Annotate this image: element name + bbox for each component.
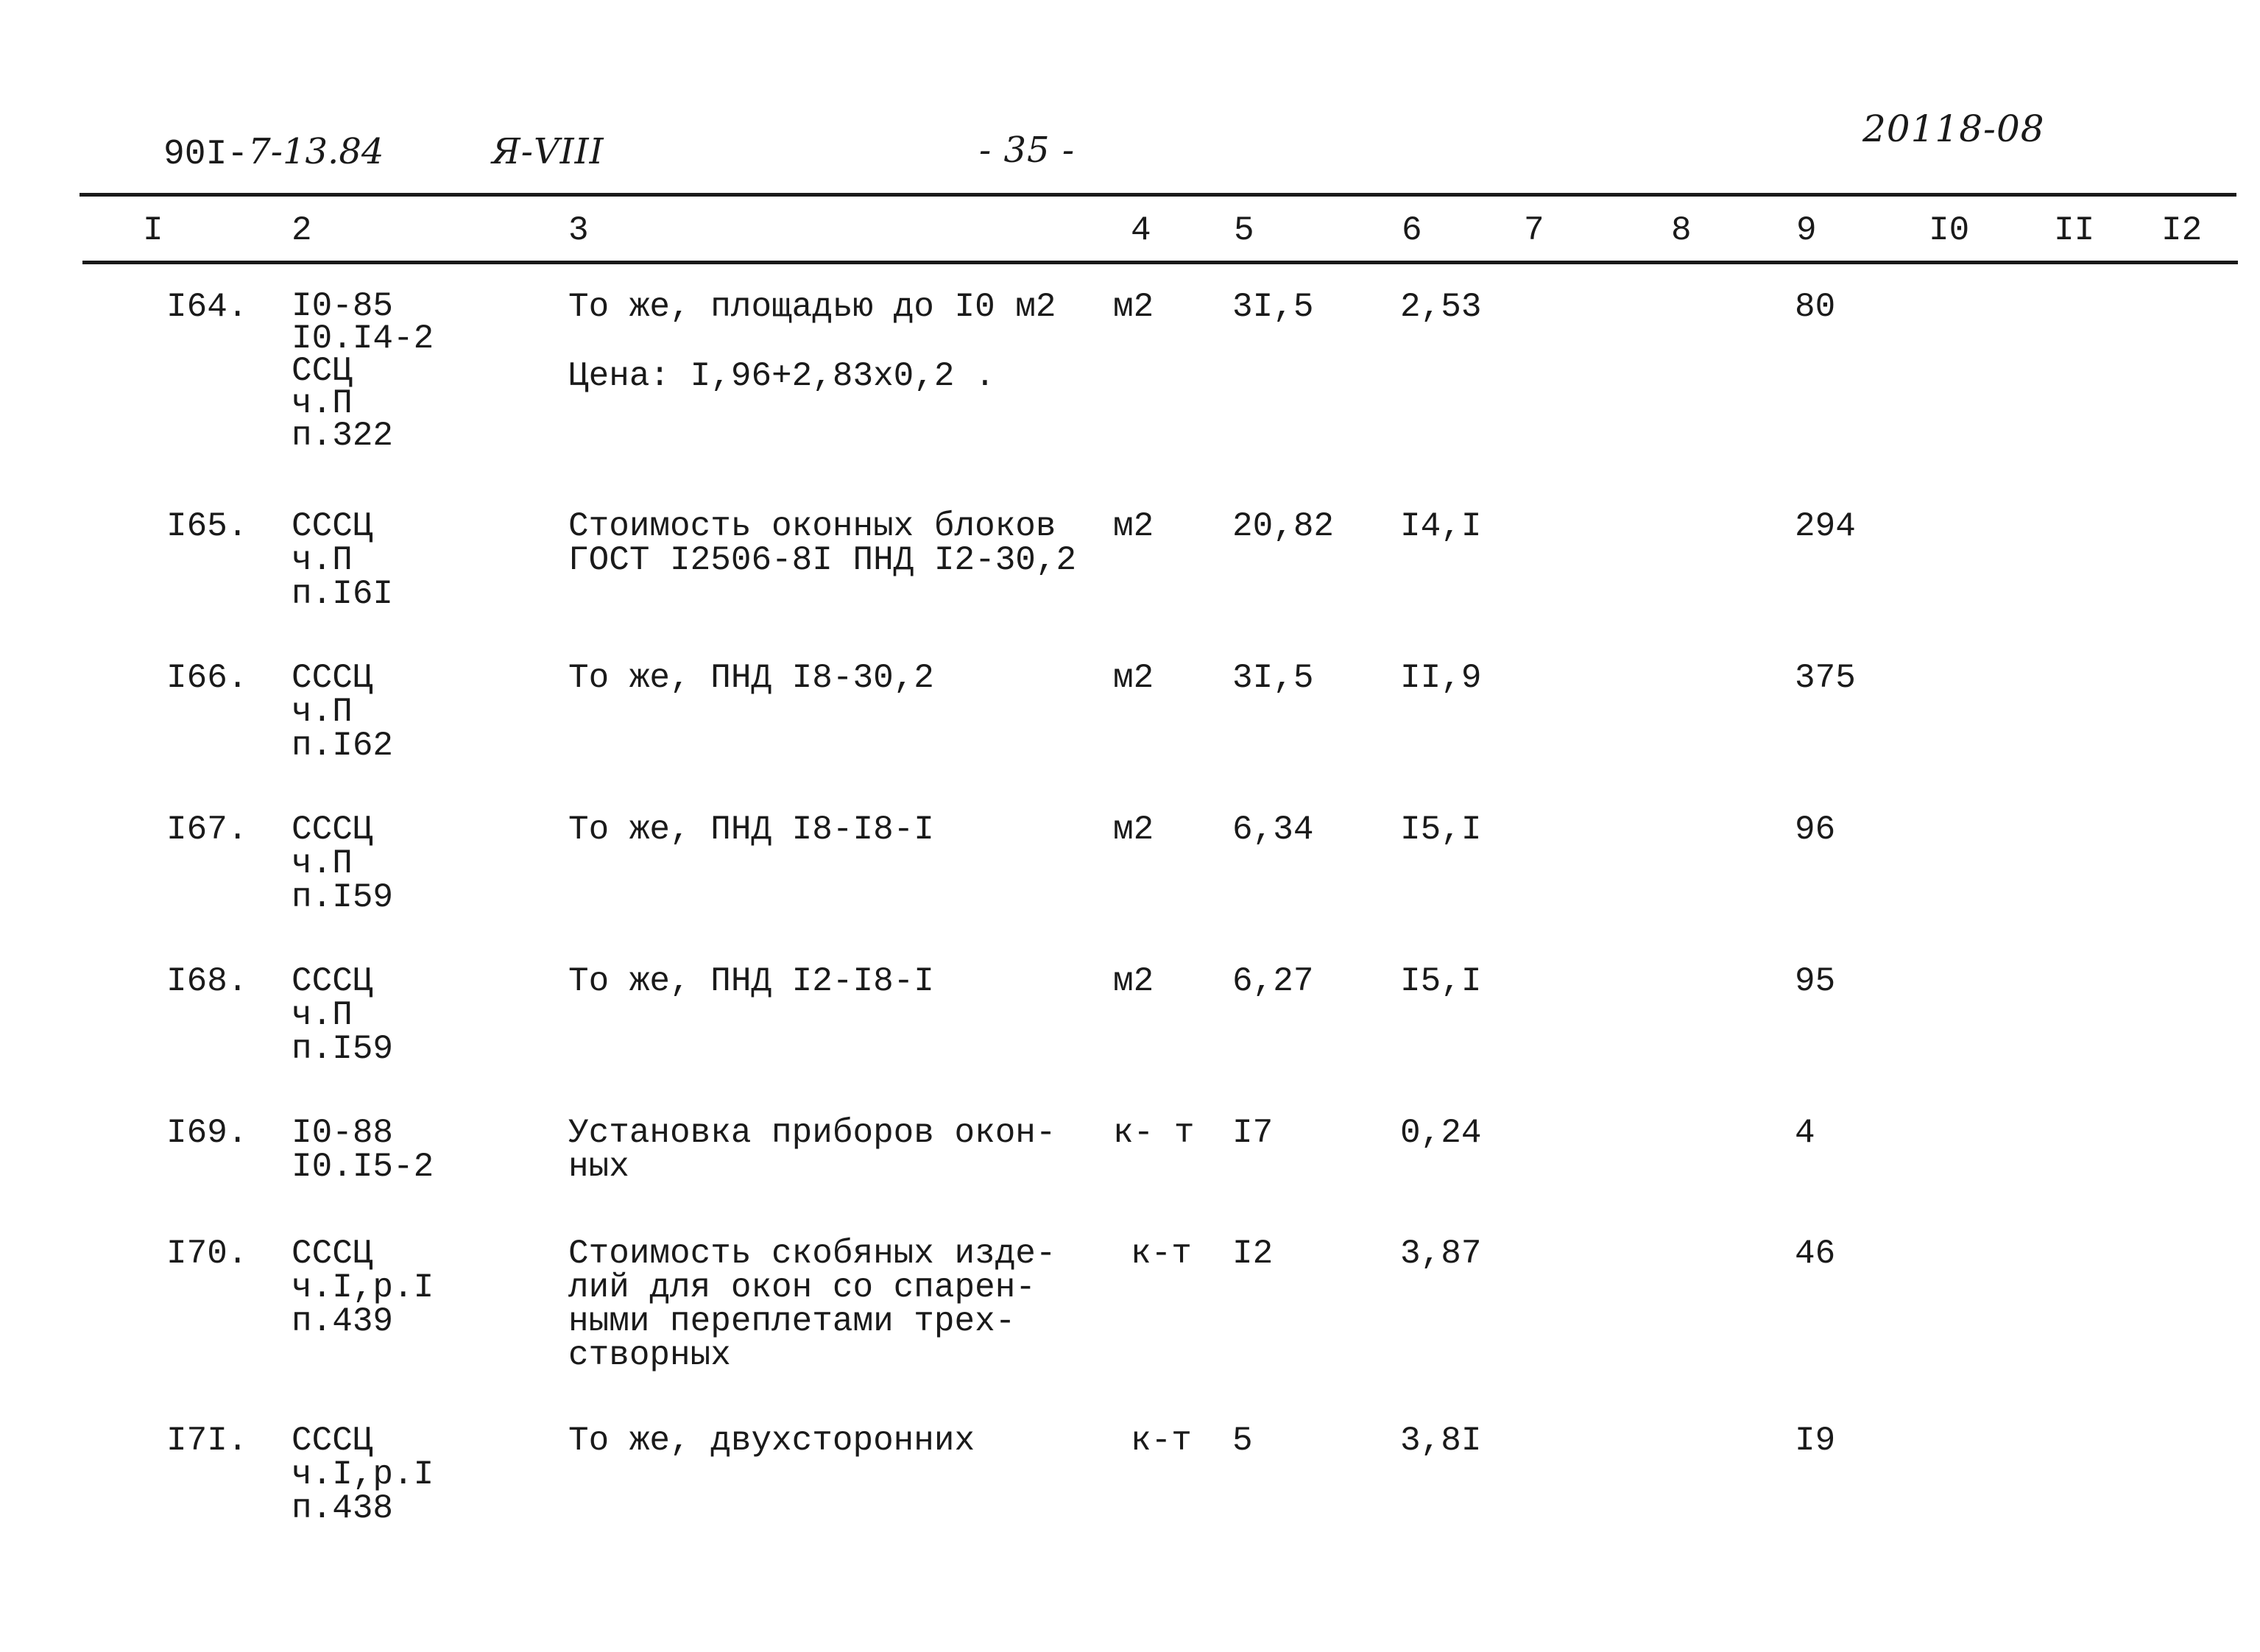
row-unit: м2 (1113, 507, 1154, 546)
row-quantity: 3I,5 (1232, 659, 1314, 697)
row-description-line: ных (568, 1148, 629, 1186)
row-quantity: 3I,5 (1232, 288, 1314, 326)
header-rule-bottom (82, 261, 2238, 264)
row-quantity: 5 (1232, 1422, 1253, 1460)
row-description-line: Стоимость скобяных изде- (568, 1235, 1056, 1273)
row-code-line: СССЦ (292, 811, 373, 849)
row-code (292, 509, 393, 611)
row-unit-price: 0,24 (1400, 1114, 1482, 1152)
row-unit: к-т (1131, 1422, 1192, 1460)
row-description (568, 813, 934, 847)
row-cost: 80 (1795, 288, 1836, 326)
row-code-line: ССЦ (292, 352, 353, 390)
row-code-line: п.I59 (292, 878, 394, 917)
row-unit-price: II,9 (1400, 659, 1482, 697)
page-number: - 35 - (979, 130, 1076, 171)
row-code-line: п.439 (292, 1302, 394, 1341)
row-cost: 46 (1795, 1235, 1836, 1273)
row-description (568, 1237, 1056, 1372)
column-header-11: II (2054, 211, 2095, 250)
column-header-2: 2 (292, 211, 312, 250)
row-code (292, 661, 393, 763)
column-header-5: 5 (1234, 211, 1254, 250)
row-description (568, 290, 1056, 324)
row-unit-price: I5,I (1400, 811, 1482, 849)
row-unit: м2 (1113, 288, 1154, 326)
row-description-line: То же, двухсторонних (568, 1422, 975, 1460)
row-quantity: I7 (1232, 1114, 1274, 1152)
row-unit-price: I5,I (1400, 962, 1482, 1000)
column-header-3: 3 (568, 211, 589, 250)
row-number: I66. (166, 659, 248, 697)
row-unit: м2 (1113, 811, 1154, 849)
row-cost: 375 (1795, 659, 1856, 697)
price-note: Цена: I,96+2,83х0,2 . (568, 357, 995, 395)
row-number: I7I. (166, 1422, 248, 1460)
project-code-handwritten: 7-13.84 (248, 131, 384, 172)
row-description-line: Установка приборов окон- (568, 1114, 1056, 1152)
row-number: I70. (166, 1235, 248, 1273)
column-header-8: 8 (1671, 211, 1692, 250)
row-code (292, 964, 393, 1066)
row-code-line: п.322 (292, 417, 394, 455)
row-description-line: Стоимость оконных блоков (568, 507, 1056, 546)
row-code-line: I0.I5-2 (292, 1148, 434, 1186)
row-unit: к-т (1131, 1235, 1192, 1273)
row-description (568, 1116, 1056, 1184)
row-number: I68. (166, 962, 248, 1000)
row-code-line: п.438 (292, 1489, 394, 1528)
row-code-line: СССЦ (292, 507, 373, 546)
row-code-line: СССЦ (292, 962, 373, 1000)
row-code-line: п.I6I (292, 575, 394, 613)
row-code (292, 1422, 434, 1528)
column-header-4: 4 (1131, 211, 1151, 250)
row-unit: м2 (1113, 962, 1154, 1000)
row-code-line: I0.I4-2 (292, 320, 434, 358)
row-description (568, 964, 934, 998)
row-code-line: СССЦ (292, 1235, 373, 1273)
row-cost: 96 (1795, 811, 1836, 849)
row-code (292, 1235, 434, 1341)
row-code (292, 1116, 434, 1184)
row-description-line: То же, ПНД I8-I8-I (568, 811, 934, 849)
row-code-line: ч.I,р.I (292, 1455, 434, 1494)
row-code-line: I0-88 (292, 1114, 394, 1152)
column-header-12: I2 (2161, 211, 2203, 250)
row-code (292, 287, 434, 455)
column-header-6: 6 (1402, 211, 1422, 250)
row-code-line: СССЦ (292, 1422, 373, 1460)
row-quantity: I2 (1232, 1235, 1274, 1273)
row-code-line: I0-85 (292, 287, 394, 325)
document-number: 20118-08 (1862, 107, 2045, 150)
row-cost: 95 (1795, 962, 1836, 1000)
section-label: Я-VIII (492, 131, 604, 172)
row-code-line: ч.I,р.I (292, 1268, 434, 1307)
row-cost: I9 (1795, 1422, 1836, 1460)
row-code-line: ч.П (292, 996, 353, 1034)
row-number: I69. (166, 1114, 248, 1152)
row-unit-price: 3,87 (1400, 1235, 1482, 1273)
row-description-line: То же, площадью до I0 м2 (568, 288, 1056, 326)
row-code-line: ч.П (292, 693, 353, 731)
row-description-line: То же, ПНД I2-I8-I (568, 962, 934, 1000)
row-code-line: ч.П (292, 541, 353, 579)
row-number: I65. (166, 507, 248, 546)
column-header-7: 7 (1524, 211, 1544, 250)
row-quantity: 6,34 (1232, 811, 1314, 849)
row-unit-price: 3,8I (1400, 1422, 1482, 1460)
row-code (292, 811, 394, 917)
row-code-line: п.I59 (292, 1030, 394, 1068)
header-rule-top (80, 193, 2236, 197)
row-code-line: п.I62 (292, 727, 394, 765)
row-unit-price: I4,I (1400, 507, 1482, 546)
row-description (568, 509, 1076, 577)
row-quantity: 20,82 (1232, 507, 1335, 546)
row-code-line: ч.П (292, 384, 353, 423)
row-description-line: лий для окон со спарен- (568, 1268, 1036, 1307)
row-number: I67. (166, 811, 248, 849)
row-description (568, 1424, 975, 1458)
row-quantity: 6,27 (1232, 962, 1314, 1000)
column-header-9: 9 (1796, 211, 1817, 250)
row-number: I64. (166, 288, 248, 326)
row-unit: к- т (1113, 1114, 1195, 1152)
row-description-line: ными переплетами трех- (568, 1302, 1016, 1341)
column-header-1: I (143, 211, 163, 250)
column-header-10: I0 (1929, 211, 1970, 250)
row-code-line: ч.П (292, 844, 353, 883)
row-cost: 294 (1795, 507, 1856, 546)
row-description-line: ГОСТ I2506-8I ПНД I2-30,2 (568, 541, 1077, 579)
row-cost: 4 (1795, 1114, 1815, 1152)
row-code-line: СССЦ (292, 659, 373, 697)
row-description-line: створных (568, 1336, 731, 1374)
row-unit-price: 2,53 (1400, 288, 1482, 326)
row-description-line: То же, ПНД I8-30,2 (568, 659, 934, 697)
project-code-printed: 90I- (163, 135, 249, 174)
row-unit: м2 (1113, 659, 1154, 697)
project-code (163, 131, 384, 174)
row-description (568, 661, 934, 695)
